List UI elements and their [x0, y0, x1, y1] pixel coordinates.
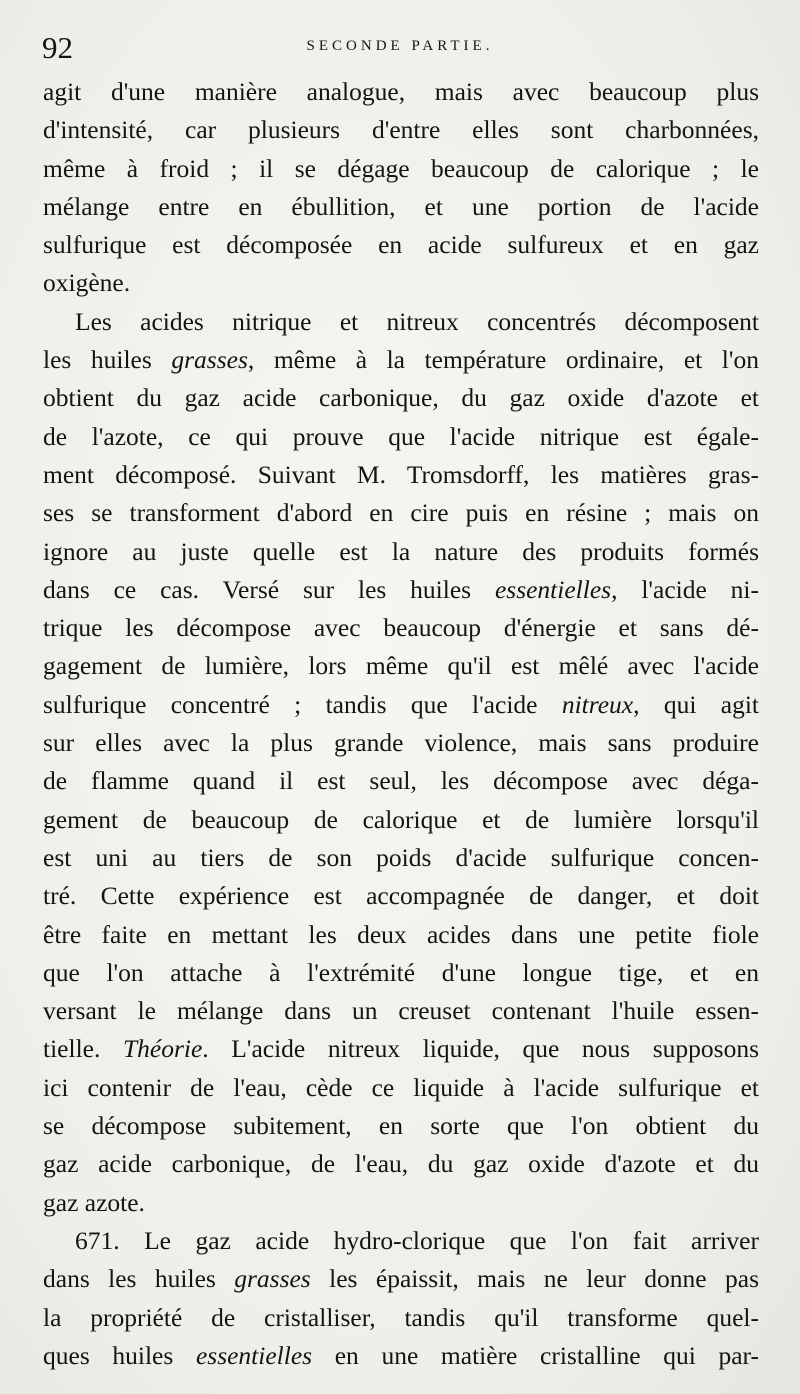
- italic-term: essentielles: [195, 1340, 313, 1370]
- running-head: SECONDE PARTIE.: [306, 38, 494, 54]
- text-line: [43, 571, 759, 609]
- text-segment: dans ce cas. Versé sur les huiles: [43, 574, 495, 604]
- text-line: [43, 341, 759, 379]
- italic-term: nitreux: [561, 689, 634, 719]
- text-line: la propriété de cristalliser, tandis qu'il transforme quel-: [43, 1302, 759, 1332]
- text-line: ses se transforment d'abord en cire puis en résine ; mais on: [43, 498, 759, 528]
- text-line: 671. Le gaz acide hydro-clorique que l'on fait arriver: [75, 1225, 759, 1255]
- text-line: sulfurique est décomposée en acide sulfureux et en gaz: [43, 230, 759, 260]
- text-segment: en une matière cristalline qui par-: [312, 1340, 759, 1370]
- text-line: gaz acide carbonique, de l'eau, du gaz oxide d'azote et du: [43, 1149, 759, 1179]
- page-number: 92: [42, 30, 73, 65]
- page-header: [42, 30, 758, 70]
- text-line: agit d'une manière analogue, mais avec beaucoup plus: [43, 77, 759, 106]
- body-text: [43, 73, 759, 1375]
- text-line: tré. Cette expérience est accompagnée de danger, et doit: [43, 881, 759, 911]
- text-segment: les épaissit, mais ne leur donne pas: [310, 1264, 759, 1294]
- text-segment: , qui agit: [633, 689, 760, 719]
- text-line: oxigène.: [43, 268, 131, 298]
- text-line: que l'on attache à l'extrémité d'une longue tige, et en: [43, 957, 759, 987]
- text-line: [43, 686, 759, 724]
- text-line: obtient du gaz acide carbonique, du gaz oxide d'azote et: [43, 383, 759, 413]
- text-line: versant le mélange dans un creuset contenant l'huile essen-: [43, 996, 759, 1026]
- text-line: [43, 1337, 759, 1375]
- text-line: sur elles avec la plus grande violence, mais sans produire: [43, 728, 759, 758]
- text-line: gagement de lumière, lors même qu'il est mêlé avec l'acide: [43, 651, 759, 681]
- text-line: ment décomposé. Suivant M. Tromsdorff, les matières gras-: [43, 459, 759, 489]
- italic-term: grasses: [234, 1264, 311, 1294]
- text-line: se décompose subitement, en sorte que l'on obtient du: [43, 1111, 759, 1141]
- text-segment: ques huiles: [43, 1340, 196, 1370]
- text-line: gement de beaucoup de calorique et de lumière lorsqu'il: [43, 804, 759, 834]
- text-line: de flamme quand il est seul, les décompose avec déga-: [43, 766, 759, 796]
- text-line: est uni au tiers de son poids d'acide sulfurique concen-: [43, 842, 759, 872]
- text-line: être faite en mettant les deux acides dans une petite fiole: [43, 919, 759, 949]
- text-segment: les huiles: [43, 345, 172, 375]
- italic-term: Théorie: [122, 1034, 203, 1064]
- text-segment: sulfurique concentré ; tandis que l'acide: [43, 689, 562, 719]
- text-line: [43, 1260, 759, 1298]
- text-line: Les acides nitrique et nitreux concentrés décomposent: [75, 306, 759, 336]
- text-segment: tielle.: [43, 1034, 123, 1064]
- text-line: [43, 1030, 759, 1068]
- text-line: de l'azote, ce qui prouve que l'acide nitrique est égale-: [43, 421, 759, 451]
- italic-term: essentielles: [494, 574, 612, 604]
- text-line: trique les décompose avec beaucoup d'énergie et sans dé-: [43, 613, 759, 643]
- text-line: ignore au juste quelle est la nature des produits formés: [43, 536, 759, 566]
- italic-term: grasses: [171, 345, 248, 375]
- text-line: gaz azote.: [43, 1187, 145, 1217]
- text-line: même à froid ; il se dégage beaucoup de calorique ; le: [43, 153, 759, 183]
- text-segment: , même à la température ordinaire, et l'on: [247, 345, 759, 375]
- text-segment: . L'acide nitreux liquide, que nous supposons: [202, 1034, 759, 1064]
- text-line: ici contenir de l'eau, cède ce liquide à l'acide sulfurique et: [43, 1072, 759, 1102]
- text-line: d'intensité, car plusieurs d'entre elles sont charbonnées,: [43, 115, 759, 145]
- text-line: mélange entre en ébullition, et une portion de l'acide: [43, 191, 759, 221]
- text-segment: dans les huiles: [43, 1264, 235, 1294]
- text-segment: , l'acide ni-: [611, 574, 759, 604]
